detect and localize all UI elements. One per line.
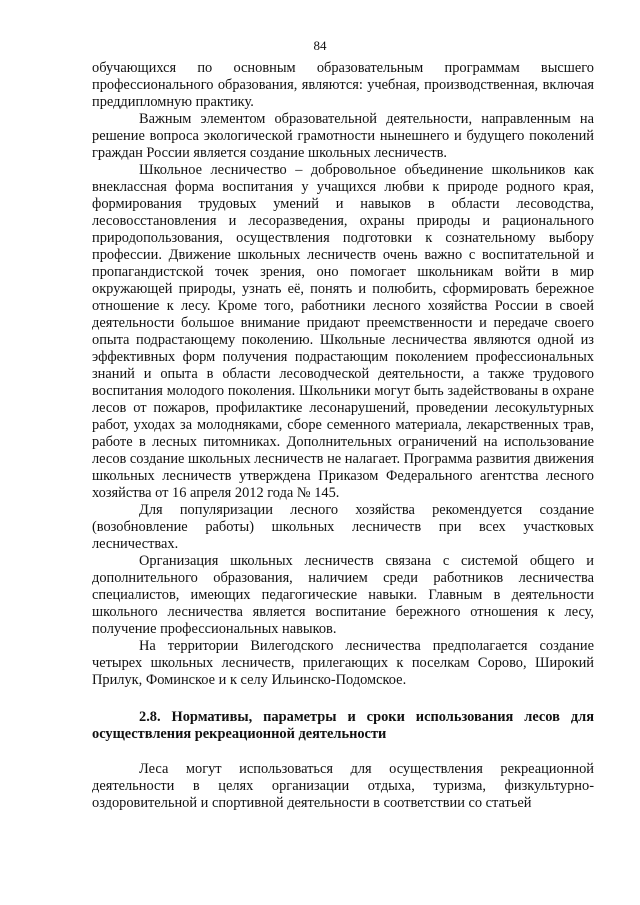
paragraph-organization: Организация школьных лесничеств связана с системой общего и дополнительного образования, наличием среди работников лесничества специалистов, имеющих педагогические навыки. Главным в деятельности школьного лесничества является воспитание бережного отношения к лесу, получение профессиональных навыков. <box>92 553 594 637</box>
section-heading-2-8: 2.8. Нормативы, параметры и сроки использования лесов для осуществления рекреационной деятельности <box>92 709 594 742</box>
paragraph-popularization: Для популяризации лесного хозяйства рекомендуется создание (возобновление работы) школьных лесничеств при всех участковых лесничествах. <box>92 502 594 552</box>
paragraph-recreational-use: Леса могут использоваться для осуществления рекреационной деятельности в целях организации отдыха, туризма, физкультурно-оздоровительной и спортивной деятельности в соответствии со статьей <box>92 761 594 811</box>
document-body <box>92 60 594 812</box>
paragraph-educational-element: Важным элементом образовательной деятельности, направленным на решение вопроса экологической грамотности нынешнего и будущего поколений граждан России является создание школьных лесничеств. <box>92 111 594 161</box>
paragraph-school-forestry-definition: Школьное лесничество – добровольное объединение школьников как внеклассная форма воспитания у учащихся любви к природе родного края, формирования трудовых умений и навыков в области лесоводства, лесовосстановления и лесоразведения, охраны природы и рационального природопользования, осуществления подготовки к сознательному выбору профессии. Движение школьных лесничеств очень важно с воспитательной и пропагандистской точек зрения, оно помогает школьникам войти в мир окружающей природы, узнать её, понять и полюбить, сформировать бережное отношение к лесу. Кроме того, работники лесного хозяйства России в своей деятельности большое внимание придают преемственности и передаче своего опыта подрастающему поколению. Школьные лесничества являются одной из эффективных форм получения подрастающим поколением профессиональных знаний и опыта в области лесоводческой деятельности, а также трудового воспитания молодого поколения. Школьники могут быть задействованы в охране лесов от пожаров, профилактике лесонарушений, проведении лесокультурных работ, уходах за молодняками, сборе семенного материала, лекарственных трав, работе в лесных питомниках. Дополнительных ограничений на использование лесов создание школьных лесничеств не налагает. Программа развития движения школьных лесничеств утверждена Приказом Федерального агентства лесного хозяйства от 16 апреля 2012 года № 145. <box>92 162 594 501</box>
paragraph-continuation: обучающихся по основным образовательным программам высшего профессионального образования, являются: учебная, производственная, включая преддипломную практику. <box>92 60 594 110</box>
page-number: 84 <box>313 38 327 53</box>
paragraph-vilegodsky-territory: На территории Вилегодского лесничества предполагается создание четырех школьных лесничеств, прилегающих к поселкам Сорово, Широкий Прилук, Фоминское и к селу Ильинско-Подомское. <box>92 638 594 688</box>
